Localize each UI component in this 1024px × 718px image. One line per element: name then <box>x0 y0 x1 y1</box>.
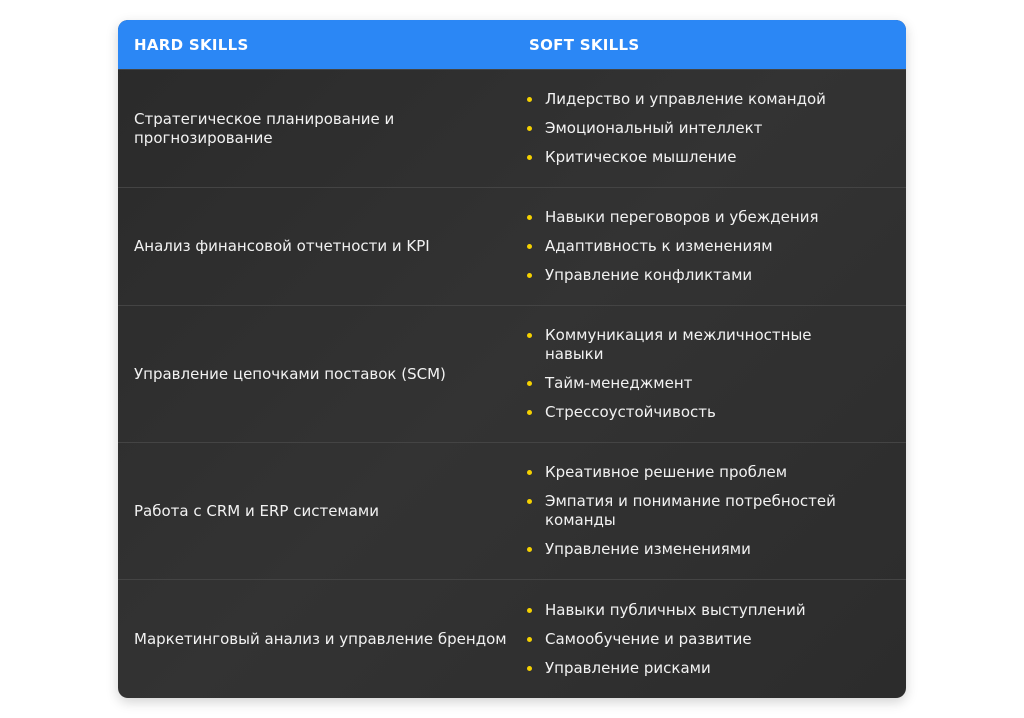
soft-skill-label: Эмпатия и понимание потребностей команды <box>545 492 836 529</box>
table-row <box>118 187 906 305</box>
bullet-icon <box>527 155 532 160</box>
soft-skill-label: Управление рисками <box>545 658 711 677</box>
soft-skill-item <box>529 403 866 422</box>
table-row <box>118 69 906 187</box>
soft-skill-list <box>529 580 906 698</box>
bullet-icon <box>527 547 532 552</box>
soft-skill-item <box>529 326 866 364</box>
soft-skill-label: Креативное решение проблем <box>545 463 788 481</box>
table-row <box>118 579 906 698</box>
soft-skill-item <box>529 601 866 620</box>
hard-skill-cell: Анализ финансовой отчетности и KPI <box>134 237 430 255</box>
soft-skill-item <box>529 237 866 256</box>
bullet-icon <box>527 637 532 642</box>
hard-skill-cell: Стратегическое планирование и прогнозирование <box>134 109 395 147</box>
soft-skill-item <box>529 659 866 678</box>
bullet-icon <box>527 666 532 671</box>
soft-skill-item <box>529 119 866 138</box>
bullet-icon <box>527 470 532 475</box>
table-row <box>118 442 906 579</box>
hard-skills-header: HARD SKILLS <box>134 35 249 54</box>
soft-skill-list <box>529 188 906 305</box>
hard-skill-cell: Работа с CRM и ERP системами <box>134 501 379 520</box>
soft-skill-label: Коммуникация и межличностные навыки <box>545 326 812 363</box>
soft-skill-label: Управление изменениями <box>545 540 751 558</box>
soft-skill-item <box>529 463 866 482</box>
soft-skill-item <box>529 208 866 227</box>
soft-skill-label: Стрессоустойчивость <box>545 403 716 421</box>
table-header <box>118 20 906 69</box>
bullet-icon <box>527 244 532 249</box>
soft-skill-label: Навыки переговоров и убеждения <box>545 208 819 226</box>
skills-table <box>118 20 906 698</box>
soft-skill-label: Навыки публичных выступлений <box>545 600 806 619</box>
soft-skill-item <box>529 630 866 649</box>
bullet-icon <box>527 126 532 131</box>
bullet-icon <box>527 97 532 102</box>
soft-skill-item <box>529 492 866 530</box>
bullet-icon <box>527 499 532 504</box>
soft-skill-label: Адаптивность к изменениям <box>545 237 773 255</box>
bullet-icon <box>527 381 532 386</box>
soft-skill-item <box>529 540 866 559</box>
bullet-icon <box>527 608 532 613</box>
soft-skill-list <box>529 443 906 579</box>
hard-skill-cell: Маркетинговый анализ и управление брендом <box>134 629 507 648</box>
soft-skill-label: Тайм-менеджмент <box>545 374 693 392</box>
soft-skills-header: SOFT SKILLS <box>529 35 640 54</box>
soft-skill-label: Лидерство и управление командой <box>545 90 826 108</box>
soft-skill-item <box>529 266 866 285</box>
bullet-icon <box>527 410 532 415</box>
bullet-icon <box>527 273 532 278</box>
soft-skill-label: Самообучение и развитие <box>545 629 752 648</box>
soft-skill-label: Критическое мышление <box>545 148 737 166</box>
soft-skill-item <box>529 90 866 109</box>
soft-skill-list <box>529 306 906 442</box>
soft-skill-item <box>529 148 866 167</box>
soft-skill-list <box>529 70 906 187</box>
soft-skill-item <box>529 374 866 393</box>
bullet-icon <box>527 215 532 220</box>
soft-skill-label: Управление конфликтами <box>545 266 753 284</box>
soft-skill-label: Эмоциональный интеллект <box>545 119 763 137</box>
bullet-icon <box>527 333 532 338</box>
hard-skill-cell: Управление цепочками поставок (SCM) <box>134 364 446 383</box>
table-row <box>118 305 906 442</box>
